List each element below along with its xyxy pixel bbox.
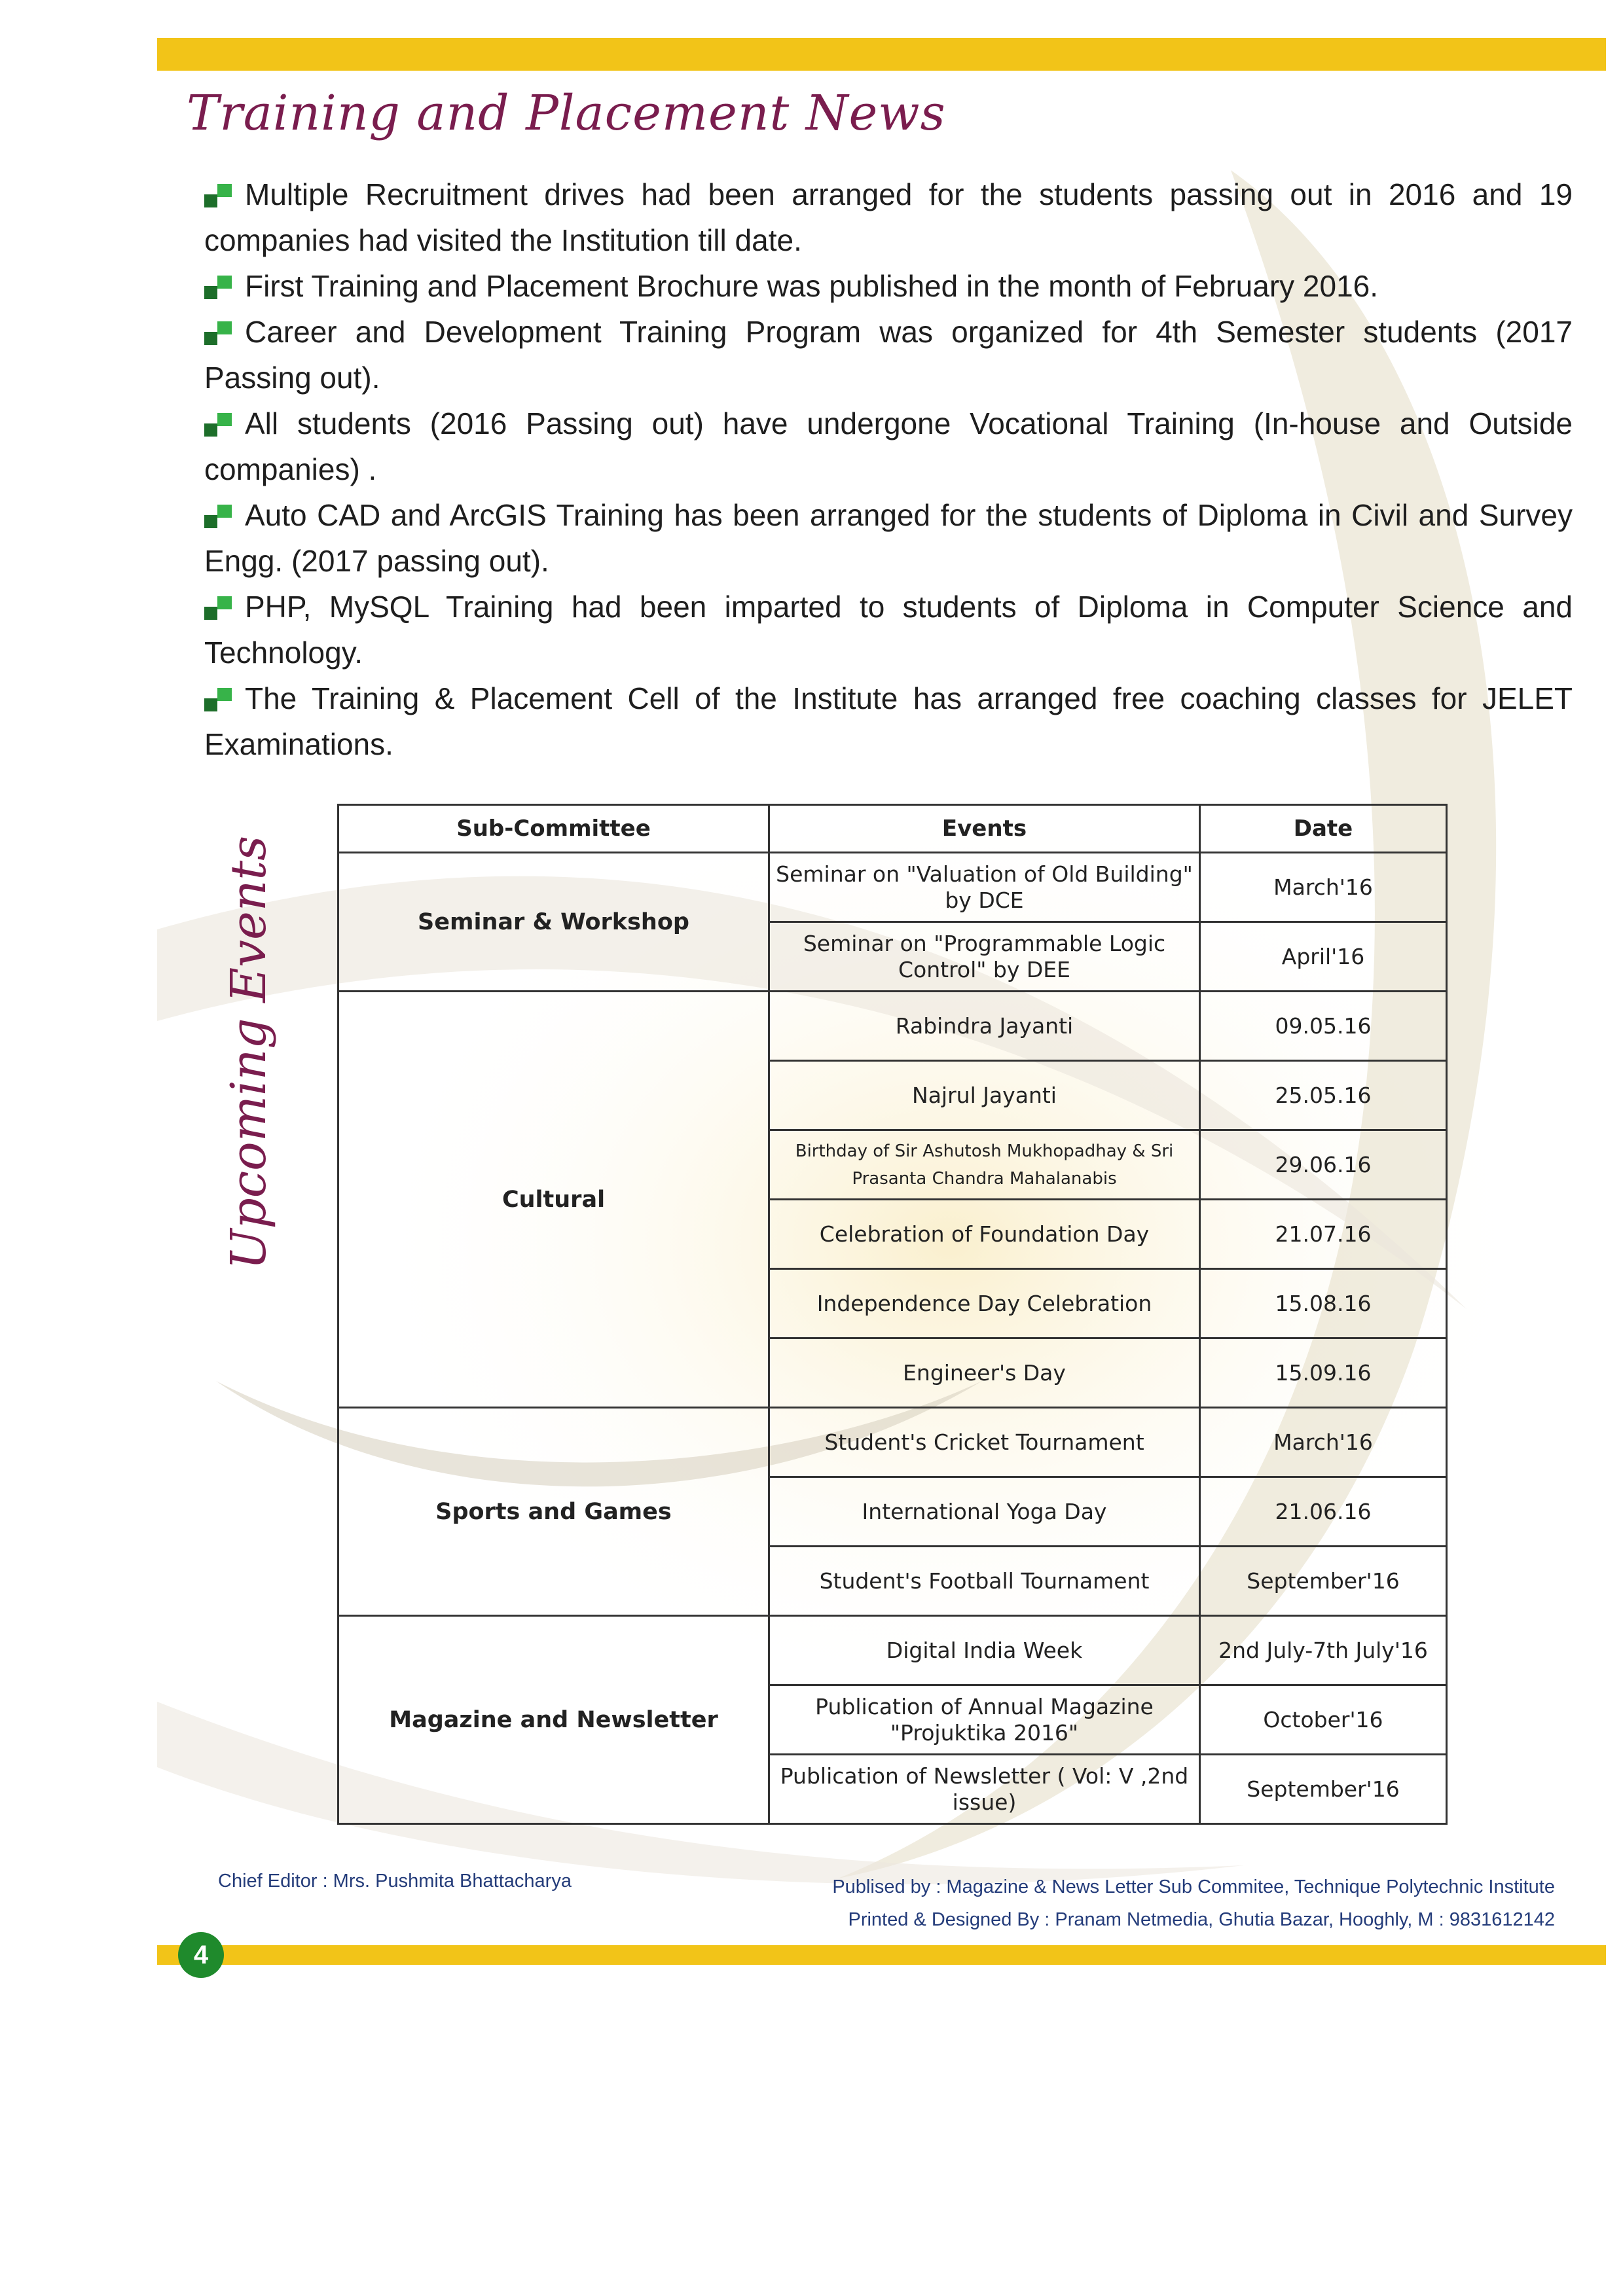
page-title: Training and Placement News [187,85,946,141]
chief-editor-credit: Chief Editor : Mrs. Pushmita Bhattacharya [218,1871,572,1892]
page-number-badge: 4 [178,1932,224,1978]
event-cell: Publication of Newsletter ( Vol: V ,2nd issue) [769,1755,1200,1824]
table-row [338,992,1447,1061]
news-item: Multiple Recruitment drives had been arranged for the students passing out in 2016 and 19 companies had visited the Institution till date. [204,177,1573,257]
bottom-accent-bar [157,1945,1606,1965]
bullet-icon [204,184,236,207]
date-cell: April'16 [1200,922,1447,992]
news-item: The Training & Placement Cell of the Institute has arranged free coaching classes for JELET Examinations. [204,681,1573,761]
sub-committee-cell: Cultural [338,992,769,1408]
upcoming-events-heading: Upcoming Events [221,835,277,1270]
header-date: Date [1200,805,1447,853]
event-cell: Independence Day Celebration [769,1269,1200,1338]
events-table [337,804,1448,1825]
event-cell: Seminar on "Valuation of Old Building" by DCE [769,853,1200,922]
news-item: Auto CAD and ArcGIS Training has been arranged for the students of Diploma in Civil and Survey Engg. (2017 passing out). [204,498,1573,578]
date-cell: 29.06.16 [1200,1130,1447,1200]
event-cell: Celebration of Foundation Day [769,1200,1200,1269]
publisher-credit [832,1871,1555,1936]
news-item: First Training and Placement Brochure was published in the month of February 2016. [204,263,1573,309]
date-cell: March'16 [1200,1408,1447,1477]
date-cell: October'16 [1200,1685,1447,1755]
news-item: All students (2016 Passing out) have undergone Vocational Training (In-house and Outside companies) . [204,406,1573,486]
event-cell: International Yoga Day [769,1477,1200,1547]
date-cell: 25.05.16 [1200,1061,1447,1130]
date-cell: September'16 [1200,1755,1447,1824]
date-cell: 2nd July-7th July'16 [1200,1616,1447,1685]
header-events: Events [769,805,1200,853]
news-item: Career and Development Training Program was organized for 4th Semester students (2017 Passing out). [204,315,1573,395]
news-list [204,171,1573,767]
top-accent-bar [157,38,1606,71]
date-cell: 09.05.16 [1200,992,1447,1061]
sub-committee-cell: Sports and Games [338,1408,769,1616]
news-item: PHP, MySQL Training had been imparted to students of Diploma in Computer Science and Technology. [204,590,1573,670]
table-row [338,1408,1447,1477]
bullet-icon [204,688,236,711]
bullet-icon [204,505,236,528]
event-cell: Seminar on "Programmable Logic Control" by DEE [769,922,1200,992]
date-cell: September'16 [1200,1547,1447,1616]
table-row [338,1616,1447,1685]
table-row [338,853,1447,922]
event-cell: Student's Football Tournament [769,1547,1200,1616]
date-cell: 21.06.16 [1200,1477,1447,1547]
event-cell: Rabindra Jayanti [769,992,1200,1061]
date-cell: March'16 [1200,853,1447,922]
bullet-icon [204,413,236,437]
date-cell: 21.07.16 [1200,1200,1447,1269]
date-cell: 15.08.16 [1200,1269,1447,1338]
event-cell: Birthday of Sir Ashutosh Mukhopadhay & Sri Prasanta Chandra Mahalanabis [769,1130,1200,1200]
sub-committee-cell: Magazine and Newsletter [338,1616,769,1824]
event-cell: Najrul Jayanti [769,1061,1200,1130]
printed-by-line: Printed & Designed By : Pranam Netmedia, Ghutia Bazar, Hooghly, M : 9831612142 [848,1909,1555,1930]
event-cell: Student's Cricket Tournament [769,1408,1200,1477]
table-header-row [338,805,1447,853]
published-by-line: Publised by : Magazine & News Letter Sub Commitee, Technique Polytechnic Institute [832,1876,1555,1897]
event-cell: Engineer's Day [769,1338,1200,1408]
bullet-icon [204,276,236,299]
event-cell: Publication of Annual Magazine "Projuktika 2016" [769,1685,1200,1755]
date-cell: 15.09.16 [1200,1338,1447,1408]
bullet-icon [204,321,236,345]
header-sub-committee: Sub-Committee [338,805,769,853]
event-cell: Digital India Week [769,1616,1200,1685]
sub-committee-cell: Seminar & Workshop [338,853,769,992]
bullet-icon [204,596,236,620]
